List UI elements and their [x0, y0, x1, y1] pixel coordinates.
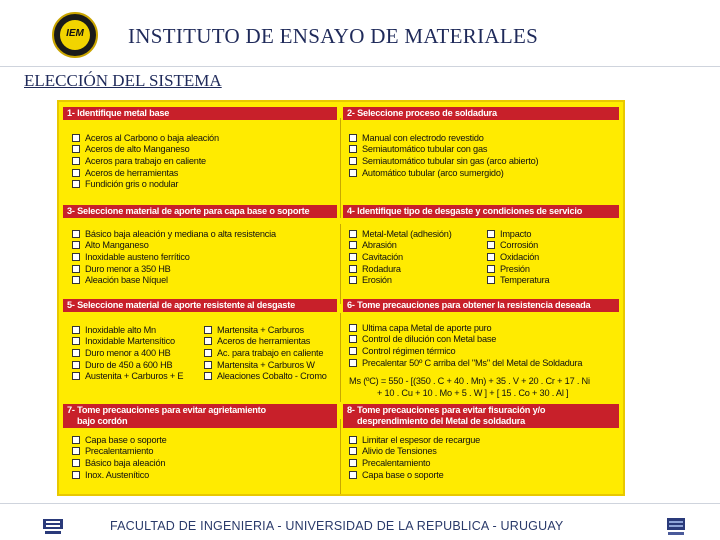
checkbox[interactable]: [72, 372, 80, 380]
checkbox[interactable]: [349, 324, 357, 332]
checkbox[interactable]: [349, 253, 357, 261]
item-label: Inoxidable Martensítico: [85, 336, 175, 347]
list-item[interactable]: [349, 469, 480, 481]
item-label: Aleación base Níquel: [85, 275, 168, 286]
checkbox[interactable]: [72, 134, 80, 142]
checkbox[interactable]: [349, 134, 357, 142]
item-label: Limitar el espesor de recargue: [362, 434, 481, 445]
checkbox[interactable]: [204, 361, 212, 369]
item-label: Austenita + Carburos + E: [85, 371, 184, 382]
item-label: Aceros de herramientas: [85, 167, 179, 178]
item-label: Control de dilución con Metal base: [362, 334, 497, 345]
checkbox[interactable]: [487, 241, 495, 249]
item-label: Duro de 450 a 600 HB: [85, 359, 173, 370]
selection-panel: [57, 100, 625, 496]
list-item[interactable]: [72, 446, 167, 458]
item-label: Automático tubular (arco sumergido): [362, 167, 504, 178]
university-logo-icon: [666, 517, 686, 537]
item-label: Semiautomático tubular sin gas (arco abierto): [362, 155, 539, 166]
section-8-title-line-2: desprendimiento del Metal de soldadura: [357, 416, 526, 426]
ms-formula-line-2: + 10 . Cu + 10 . Mo + 5 . W ] + [ 15 . Co + 30 . Al ]: [377, 388, 569, 398]
column-divider: [340, 224, 341, 304]
checkbox[interactable]: [72, 157, 80, 165]
item-label: Aceros al Carbono o baja aleación: [85, 132, 219, 143]
section-7-title-line-2: bajo cordón: [77, 416, 128, 426]
item-label: Ultima capa Metal de aporte puro: [362, 322, 492, 333]
list-item[interactable]: [349, 132, 538, 144]
checkbox[interactable]: [349, 276, 357, 284]
section-8-header: [343, 404, 619, 428]
item-label: Duro menor a 350 HB: [85, 263, 171, 274]
checkbox[interactable]: [204, 372, 212, 380]
item-label: Fundición gris o nodular: [85, 179, 179, 190]
item-label: Inoxidable alto Mn: [85, 324, 156, 335]
list-item[interactable]: [349, 446, 480, 458]
item-label: Aceros para trabajo en caliente: [85, 155, 206, 166]
list-item[interactable]: [349, 345, 582, 357]
checkbox[interactable]: [349, 436, 357, 444]
checkbox[interactable]: [204, 349, 212, 357]
checkbox[interactable]: [349, 359, 357, 367]
list-item[interactable]: [72, 359, 183, 371]
page-subtitle: ELECCIÓN DEL SISTEMA: [24, 71, 222, 90]
item-label: Abrasión: [362, 240, 397, 251]
list-item[interactable]: [349, 334, 582, 346]
item-label: Duro menor a 400 HB: [85, 347, 171, 358]
checkbox[interactable]: [72, 361, 80, 369]
section-4-header: 4- Identifique tipo de desgaste y condiciones de servicio: [343, 205, 619, 218]
item-label: Alivio de Tensiones: [362, 446, 437, 457]
item-label: Martensita + Carburos: [217, 324, 304, 335]
list-item[interactable]: [204, 336, 327, 348]
list-item[interactable]: [487, 263, 549, 275]
item-label: Precalentamiento: [85, 446, 154, 457]
list-item[interactable]: [72, 167, 219, 179]
item-label: Metal-Metal (adhesión): [362, 228, 452, 239]
checkbox[interactable]: [204, 337, 212, 345]
item-label: Alto Manganeso: [85, 240, 149, 251]
checkbox[interactable]: [72, 169, 80, 177]
list-item[interactable]: [349, 155, 538, 167]
checkbox[interactable]: [487, 276, 495, 284]
checkbox[interactable]: [72, 253, 80, 261]
checkbox[interactable]: [204, 326, 212, 334]
list-item[interactable]: [487, 274, 549, 286]
item-label: Cavitación: [362, 251, 403, 262]
column-divider: [340, 118, 341, 218]
list-item[interactable]: [204, 347, 327, 359]
page-title: INSTITUTO DE ENSAYO DE MATERIALES: [128, 24, 539, 48]
checkbox[interactable]: [349, 169, 357, 177]
list-item[interactable]: [72, 457, 167, 469]
item-label: Precalentar 50º C arriba del "Ms" del Metal de Soldadura: [362, 357, 583, 368]
item-label: Inox. Austenítico: [85, 469, 150, 480]
checkbox[interactable]: [72, 349, 80, 357]
institute-logo: [52, 12, 98, 58]
section-5-list-left: [72, 324, 183, 382]
logo-inner: [60, 20, 90, 50]
checkbox[interactable]: [487, 230, 495, 238]
item-label: Aceros de alto Manganeso: [85, 144, 190, 155]
list-item[interactable]: [72, 324, 183, 336]
checkbox[interactable]: [349, 447, 357, 455]
checkbox[interactable]: [72, 337, 80, 345]
item-label: Aceros de herramientas: [217, 336, 311, 347]
item-label: Aleaciones Cobalto - Cromo: [217, 371, 327, 382]
section-2-list: [349, 132, 538, 178]
section-3-list: [72, 228, 276, 286]
list-item[interactable]: [72, 132, 219, 144]
item-label: Impacto: [500, 228, 532, 239]
list-item[interactable]: [349, 228, 452, 240]
list-item[interactable]: [204, 359, 327, 371]
checkbox[interactable]: [349, 145, 357, 153]
checkbox[interactable]: [72, 265, 80, 273]
list-item[interactable]: [487, 251, 549, 263]
list-item[interactable]: [349, 357, 582, 369]
checkbox[interactable]: [72, 241, 80, 249]
list-item[interactable]: [349, 240, 452, 252]
logo-text: IEM: [66, 28, 84, 39]
item-label: Precalentamiento: [362, 457, 431, 468]
header-divider: [0, 66, 720, 67]
checkbox[interactable]: [72, 230, 80, 238]
checkbox[interactable]: [349, 347, 357, 355]
section-1-header: 1- Identifique metal base: [63, 107, 337, 120]
section-5-list-right: [204, 324, 327, 382]
item-label: Rodadura: [362, 263, 401, 274]
section-4-list-left: [349, 228, 452, 286]
checkbox[interactable]: [72, 145, 80, 153]
item-label: Ac. para trabajo en caliente: [217, 347, 324, 358]
list-item[interactable]: [204, 370, 327, 382]
list-item[interactable]: [349, 167, 538, 179]
checkbox[interactable]: [72, 436, 80, 444]
checkbox[interactable]: [72, 326, 80, 334]
list-item[interactable]: [72, 274, 276, 286]
item-label: Oxidación: [500, 251, 540, 262]
checkbox[interactable]: [72, 459, 80, 467]
section-8-list: [349, 434, 480, 480]
checkbox[interactable]: [349, 335, 357, 343]
list-item[interactable]: [72, 144, 219, 156]
section-2-header: 2- Seleccione proceso de soldadura: [343, 107, 619, 120]
checkbox[interactable]: [349, 241, 357, 249]
checkbox[interactable]: [72, 447, 80, 455]
list-item[interactable]: [72, 263, 276, 275]
checkbox[interactable]: [349, 459, 357, 467]
item-label: Capa base o soporte: [362, 469, 444, 480]
item-label: Temperatura: [500, 275, 550, 286]
list-item[interactable]: [72, 370, 183, 382]
item-label: Erosión: [362, 275, 392, 286]
list-item[interactable]: [487, 240, 549, 252]
checkbox[interactable]: [72, 471, 80, 479]
section-7-title-line-1: 7- Tome precauciones para evitar agrietamiento: [67, 405, 266, 415]
list-item[interactable]: [72, 155, 219, 167]
checkbox[interactable]: [349, 265, 357, 273]
item-label: Martensita + Carburos W: [217, 359, 315, 370]
section-4-list-right: [487, 228, 549, 286]
checkbox[interactable]: [72, 180, 80, 188]
list-item[interactable]: [72, 347, 183, 359]
list-item[interactable]: [349, 263, 452, 275]
section-8-title-line-1: 8- Tome precauciones para evitar fisuración y/o: [347, 405, 546, 415]
item-label: Manual con electrodo revestido: [362, 132, 484, 143]
item-label: Básico baja aleación: [85, 457, 166, 468]
item-label: Básico baja aleación y mediana o alta resistencia: [85, 228, 276, 239]
item-label: Corrosión: [500, 240, 539, 251]
list-item[interactable]: [72, 240, 276, 252]
list-item[interactable]: [204, 324, 327, 336]
item-label: Control régimen térmico: [362, 345, 456, 356]
checkbox[interactable]: [487, 253, 495, 261]
faculty-logo-icon: [42, 517, 64, 537]
checkbox[interactable]: [349, 471, 357, 479]
item-label: Inoxidable austeno ferrítico: [85, 251, 190, 262]
item-label: Presión: [500, 263, 530, 274]
ms-formula-line-1: Ms (ºC) = 550 - [(350 . C + 40 . Mn) + 35 . V + 20 . Cr + 17 . Ni: [349, 376, 590, 386]
list-item[interactable]: [487, 228, 549, 240]
section-5-header: 5- Seleccione material de aporte resistente al desgaste: [63, 299, 337, 312]
list-item[interactable]: [72, 228, 276, 240]
column-divider: [340, 313, 341, 402]
footer-divider: [0, 503, 720, 504]
checkbox[interactable]: [487, 265, 495, 273]
list-item[interactable]: [349, 144, 538, 156]
checkbox[interactable]: [349, 230, 357, 238]
section-6-header: 6- Tome precauciones para obtener la resistencia deseada: [343, 299, 619, 312]
list-item[interactable]: [349, 457, 480, 469]
checkbox[interactable]: [72, 276, 80, 284]
list-item[interactable]: [349, 434, 480, 446]
list-item[interactable]: [72, 434, 167, 446]
section-7-list: [72, 434, 167, 480]
checkbox[interactable]: [349, 157, 357, 165]
list-item[interactable]: [72, 178, 219, 190]
section-6-list: [349, 322, 582, 368]
list-item[interactable]: [349, 322, 582, 334]
section-1-list: [72, 132, 219, 190]
item-label: Capa base o soporte: [85, 434, 167, 445]
section-7-header: [63, 404, 337, 428]
list-item[interactable]: [72, 336, 183, 348]
list-item[interactable]: [72, 251, 276, 263]
list-item[interactable]: [349, 251, 452, 263]
footer-text: FACULTAD DE INGENIERIA - UNIVERSIDAD DE LA REPUBLICA - URUGUAY: [110, 519, 564, 533]
list-item[interactable]: [72, 469, 167, 481]
column-divider: [340, 419, 341, 494]
item-label: Semiautomático tubular con gas: [362, 144, 488, 155]
section-3-header: 3- Seleccione material de aporte para capa base o soporte: [63, 205, 337, 218]
list-item[interactable]: [349, 274, 452, 286]
